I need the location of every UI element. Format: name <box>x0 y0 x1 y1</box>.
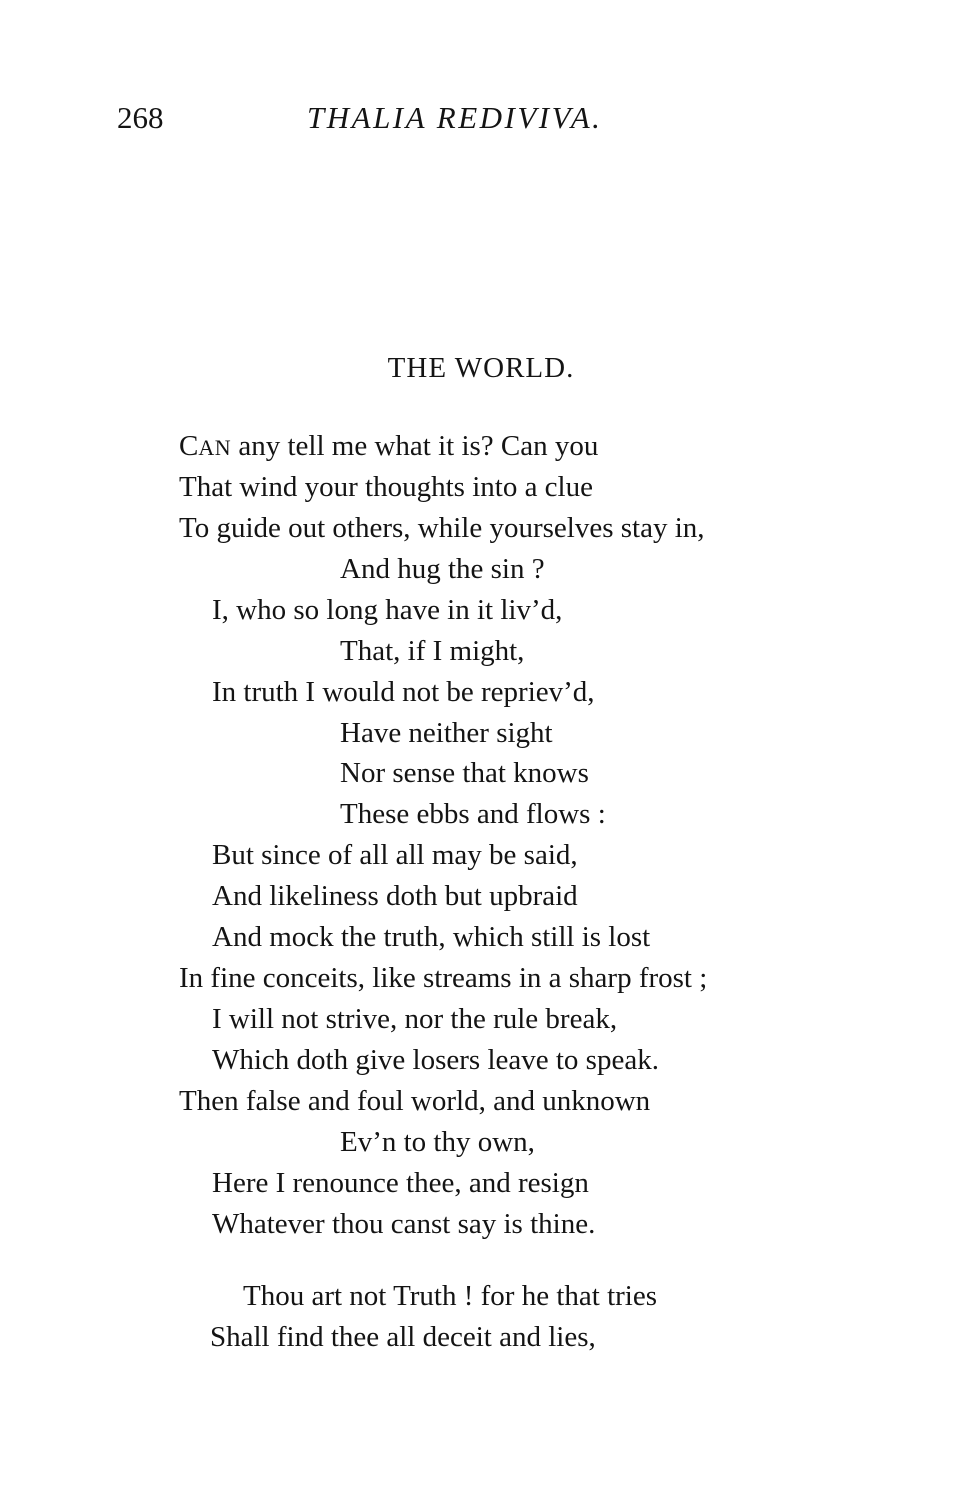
poem-line: And mock the truth, which still is lost <box>212 921 651 953</box>
poem-line: Whatever thou canst say is thine. <box>212 1208 596 1240</box>
poem-line: I will not strive, nor the rule break, <box>212 1003 618 1035</box>
poem-line: In fine conceits, like streams in a sharp frost ; <box>179 962 708 994</box>
poem-line: And likeliness doth but upbraid <box>212 880 578 912</box>
poem-line: Then false and foul world, and unknown <box>179 1085 651 1117</box>
drop-initial: C <box>179 430 199 462</box>
poem-line: Here I renounce thee, and resign <box>212 1167 589 1199</box>
small-caps-word: AN <box>198 435 232 460</box>
page-number: 268 <box>117 100 164 135</box>
poem-line: But since of all all may be said, <box>212 839 578 871</box>
running-title: THALIA REDIVIVA. <box>307 100 603 135</box>
poem-line: In truth I would not be repriev’d, <box>212 676 595 708</box>
poem-line: Which doth give losers leave to speak. <box>212 1044 659 1076</box>
poem-line: I, who so long have in it liv’d, <box>212 594 563 626</box>
poem-line: These ebbs and flows : <box>340 798 606 830</box>
running-head <box>0 96 958 140</box>
poem-line: Ev’n to thy own, <box>340 1126 535 1158</box>
poem-line: Have neither sight <box>340 717 553 749</box>
poem-line-text: any tell me what it is? Can you <box>231 430 599 462</box>
poem-line: And hug the sin ? <box>340 553 545 585</box>
poem-line: To guide out others, while yourselves stay in, <box>179 512 705 544</box>
poem-line: That wind your thoughts into a clue <box>179 471 593 503</box>
poem-line: Thou art not Truth ! for he that tries <box>243 1280 658 1312</box>
poem-line: Shall find thee all deceit and lies, <box>210 1321 596 1353</box>
poem-title: THE WORLD. <box>387 352 575 384</box>
poem-line: Nor sense that knows <box>340 757 589 789</box>
poem-line <box>179 426 598 468</box>
poem-line: That, if I might, <box>340 635 525 667</box>
